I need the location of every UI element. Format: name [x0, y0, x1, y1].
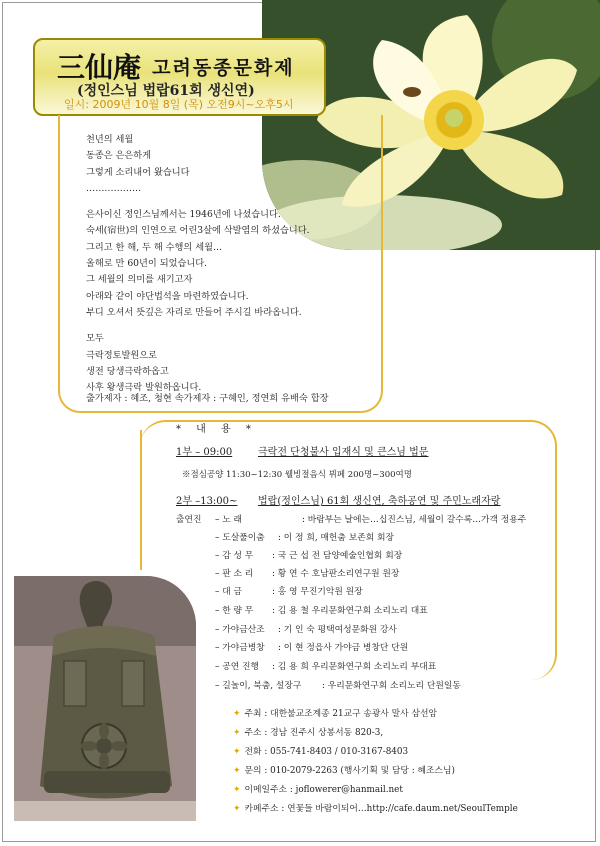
- performer-role: – 판 소 리: [215, 569, 254, 579]
- contact-email[interactable]: [233, 782, 403, 795]
- performer-detail: : 바람부는 날에는…십진스님, 세월이 갈수록…가객 정용주: [302, 515, 527, 525]
- performers-label: 출연진: [176, 515, 202, 525]
- intro-line: 극락정토발원으로: [86, 349, 158, 361]
- event-date: 일시: 2009년 10월 8일 (목) 오전9시~오후5시: [64, 98, 294, 111]
- contact-inquiry: [233, 763, 455, 776]
- contact-phone: [233, 744, 408, 757]
- bullet-icon: ✦: [233, 747, 241, 757]
- performer-detail: : 기 인 숙 평택여성문화원 강사: [278, 625, 397, 635]
- temple-name: 三仙庵: [57, 51, 142, 84]
- part2-time: 2부 –13:00~: [176, 496, 238, 507]
- contact-cafe[interactable]: [233, 801, 518, 814]
- intro-line: 부디 오셔서 뜻깊은 자리로 만들어 주시길 바라옵니다.: [86, 306, 302, 318]
- intro-prayer: [86, 331, 310, 396]
- performer-detail: : 우리문화연구회 소리노리 단원일동: [322, 681, 461, 691]
- bullet-icon: ✦: [233, 804, 241, 814]
- contact-text: 주소 : 경남 진주시 상봉서동 820-3,: [244, 728, 384, 738]
- performer-detail: : 김 용 철 우리문화연구회 소리노리 대표: [272, 606, 428, 616]
- performer-role: – 가야금산조: [215, 625, 265, 635]
- event-subtitle: (정인스님 법랍61회 생신연): [77, 83, 255, 99]
- contact-address: [233, 725, 383, 738]
- performer-role: – 도살풀이춤: [215, 533, 265, 543]
- sponsors-line: 출가제자 : 혜조, 청현 속가제자 : 구혜인, 정연희 유배숙 합장: [86, 393, 329, 404]
- intro-line: 사후 왕생극락 발원하옵니다.: [86, 382, 202, 394]
- part1-time: 1부 – 09:00: [176, 447, 233, 458]
- part1-description: 극락전 단청불사 입재식 및 큰스님 법문: [258, 447, 429, 458]
- part2-description: 법랍(정인스님) 61회 생신연, 축하공연 및 주민노래자랑: [258, 496, 501, 507]
- contact-host: [233, 706, 437, 719]
- intro-line: 생전 당생극락하옵고: [86, 365, 169, 377]
- performer-detail: : 국 근 섭 전 담양예술인협회 회장: [272, 551, 403, 561]
- intro-line: 올해로 만 60년이 되었습니다.: [86, 258, 207, 270]
- event-name: 고려동종문화제: [152, 56, 295, 79]
- lunch-note: ※점심공양 11:30~12:30 웰빙절음식 뷔페 200명~300여명: [182, 470, 412, 480]
- performer-detail: : 홍 영 무진기악원 원장: [272, 587, 363, 597]
- intro-line: 숙세(宿世)의 인연으로 어린3살에 삭발염의 하셨습니다.: [86, 225, 310, 237]
- performer-role: – 대 금: [215, 587, 242, 597]
- program-panel-edge: [140, 430, 142, 570]
- bullet-icon: ✦: [233, 709, 241, 719]
- performer-role: – 공연 진행: [215, 662, 259, 672]
- performer-detail: : 황 연 수 호남판소리연구원 원장: [272, 569, 400, 579]
- bullet-icon: ✦: [233, 785, 241, 795]
- contact-text: 문의 : 010-2079-2263 (행사기획 및 담당 : 혜조스님): [244, 766, 455, 776]
- performer-role: – 한 량 무: [215, 606, 254, 616]
- intro-text: [86, 132, 310, 406]
- intro-line: 아래와 같이 야단법석을 마련하였습니다.: [86, 290, 249, 302]
- cafe-link[interactable]: 카페주소 : 연꽃들 바람이되어…http://cafe.daum.net/SeoulTemple: [244, 804, 518, 814]
- contact-text: 전화 : 055-741-8403 / 010-3167-8403: [244, 747, 409, 757]
- performer-detail: : 김 용 희 우리문화연구회 소리노리 부대표: [272, 662, 437, 672]
- performer-detail: : 이 정 희, 매헌춤 보존회 회장: [278, 533, 395, 543]
- program-heading: * 내 용 *: [176, 424, 257, 435]
- intro-line: 은사이신 정인스님께서는 1946년에 나셨습니다.: [86, 209, 281, 221]
- performer-detail: : 이 현 정읍사 가야금 병창단 단원: [278, 643, 409, 653]
- intro-line: 그 세월의 의미를 새기고자: [86, 274, 193, 286]
- performer-role: – 가야금병창: [215, 643, 265, 653]
- intro-body: [86, 207, 310, 321]
- bullet-icon: ✦: [233, 728, 241, 738]
- intro-line: 모두: [86, 333, 104, 345]
- bronze-bell-photo: [14, 576, 196, 821]
- performer-role: – 감 성 무: [215, 551, 254, 561]
- intro-line: 그렇게 소리내어 왔습니다: [86, 166, 190, 178]
- intro-verse: [86, 132, 310, 197]
- email-link[interactable]: 이메일주소 : joflowerer@hanmail.net: [244, 785, 403, 795]
- bullet-icon: ✦: [233, 766, 241, 776]
- intro-line: 천년의 세월: [86, 134, 134, 145]
- intro-line: ………………: [86, 182, 142, 194]
- performer-role: – 노 래: [215, 515, 242, 525]
- bell-illustration: [14, 576, 196, 821]
- contact-text: 주최 : 대한불교조계종 21교구 송광사 말사 삼선암: [244, 709, 437, 719]
- intro-line: 동종은 은은하게: [86, 150, 152, 162]
- performer-role: – 길놀이, 북춤, 설장구: [215, 681, 302, 691]
- intro-line: 그리고 한 해, 두 해 수행의 세월…: [86, 241, 223, 253]
